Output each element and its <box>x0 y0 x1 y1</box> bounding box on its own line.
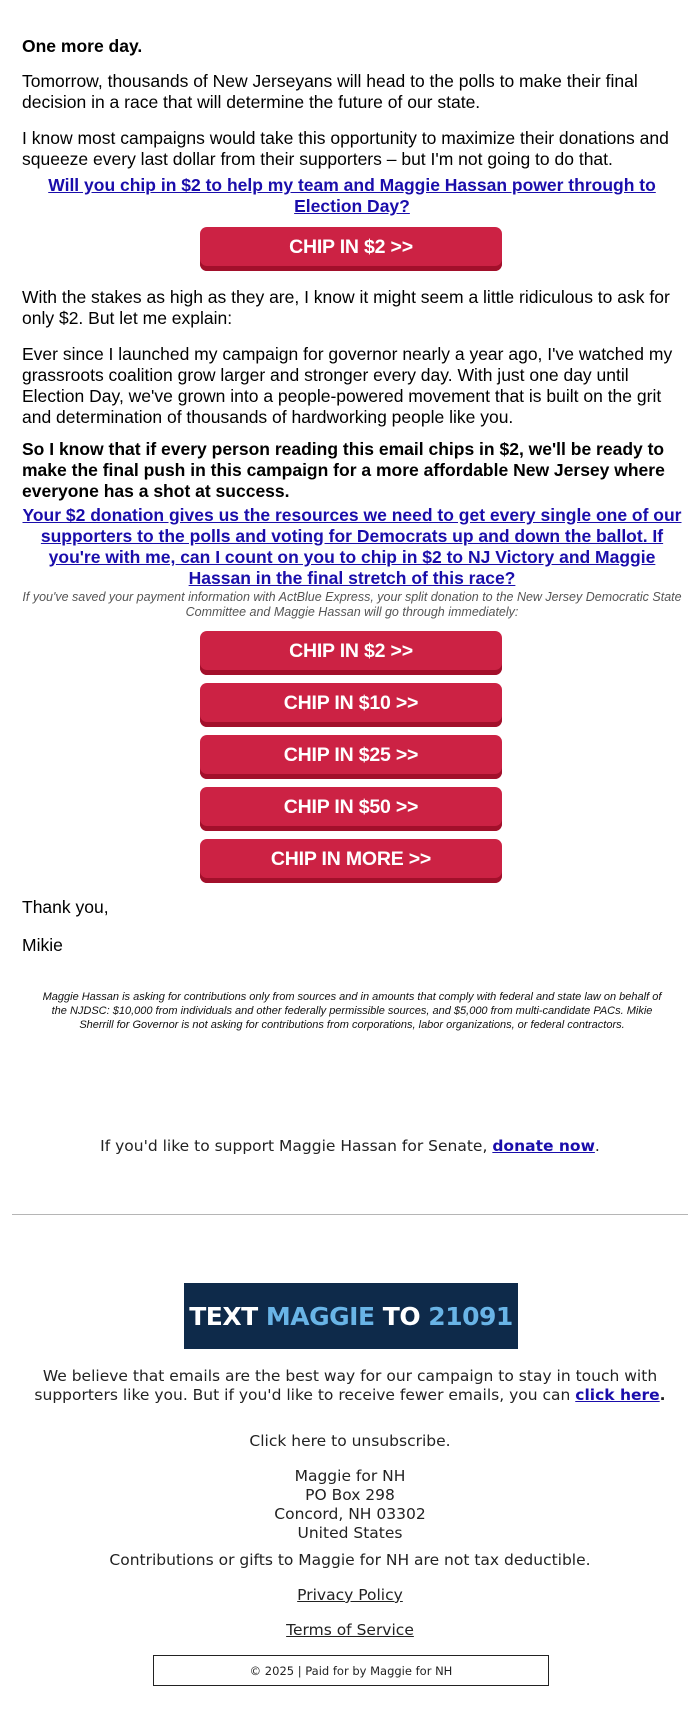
legal-disclaimer: Maggie Hassan is asking for contributions only from sources and in amounts that comply with federal and state law on behalf of the NJDSC: $10,000 from individuals and other federally permissible sources, and $5,000 from multi-candidate PACs. Mikie Sherrill for Governor is not asking for contributions from corporations, labor organizations, or federal contractors. <box>42 991 662 1031</box>
text-maggie-banner[interactable] <box>184 1283 518 1349</box>
ask-link-1[interactable]: Will you chip in $2 to help my team and Maggie Hassan power through to Election Day? <box>48 175 656 216</box>
mailing-address <box>0 1467 700 1543</box>
ask-link-2[interactable]: Your $2 donation gives us the resources we need to get every single one of our supporters to the polls and voting for Democrats up and down the ballot. If you're with me, can I count on you to chip in $2 to NJ Victory and Maggie Hassan in the final stretch of this race? <box>22 505 682 588</box>
signoff: Thank you, <box>22 897 109 917</box>
chip-in-25-button-label: CHIP IN $25 >> <box>283 743 419 766</box>
ask-link-2-wrap <box>22 505 682 589</box>
paragraph-intro: Tomorrow, thousands of New Jerseyans will head to the polls to make their final decision in a race that will determine the future of our state. <box>22 71 638 112</box>
footer-divider <box>12 1214 688 1215</box>
terms-of-service-link[interactable]: Terms of Service <box>286 1621 414 1639</box>
terms-wrap <box>0 1621 700 1640</box>
support-text: If you'd like to support Maggie Hassan for Senate, <box>100 1137 493 1155</box>
chip-in-10-button[interactable] <box>200 683 502 727</box>
copyright-box <box>153 1655 549 1686</box>
chip-in-2-button-label: CHIP IN $2 >> <box>289 639 413 662</box>
address-line-2: PO Box 298 <box>305 1486 395 1504</box>
signature: Mikie <box>22 935 63 955</box>
chip-in-more-button[interactable] <box>200 839 502 883</box>
paragraph-bold-ask: So I know that if every person reading this email chips in $2, we'll be ready to make the final push in this campaign for a more affordable New Jersey where everyone has a shot at success. <box>22 439 665 501</box>
unsubscribe-link[interactable]: Click here to unsubscribe. <box>249 1432 451 1450</box>
donate-now-link[interactable]: donate now <box>492 1137 595 1155</box>
support-line <box>0 1137 700 1156</box>
chip-in-2-button-top-label: CHIP IN $2 >> <box>289 235 413 258</box>
privacy-policy-link[interactable]: Privacy Policy <box>297 1586 403 1604</box>
fewer-emails-line <box>14 1367 686 1405</box>
chip-in-more-button-label: CHIP IN MORE >> <box>270 847 432 870</box>
chip-in-25-button[interactable] <box>200 735 502 779</box>
fewer-emails-link[interactable]: click here <box>575 1386 660 1404</box>
banner-text: TEXT <box>189 1301 258 1331</box>
paragraph-campaigns: I know most campaigns would take this opportunity to maximize their donations and squeeze every last dollar from their supporters – but I'm not going to do that. <box>22 128 669 169</box>
address-line-3: Concord, NH 03302 <box>274 1505 426 1523</box>
fewer-emails-text: We believe that emails are the best way for our campaign to stay in touch with supporters like you. But if you'd like to receive fewer emails, you can <box>34 1367 658 1404</box>
chip-in-50-button[interactable] <box>200 787 502 831</box>
support-end: . <box>594 1137 600 1155</box>
tax-note: Contributions or gifts to Maggie for NH are not tax deductible. <box>109 1551 591 1569</box>
address-line-4: United States <box>297 1524 403 1542</box>
greeting: One more day. <box>22 36 143 56</box>
banner-number: 21091 <box>428 1301 513 1331</box>
address-line-1: Maggie for NH <box>294 1467 406 1485</box>
paragraph-stakes: With the stakes as high as they are, I know it might seem a little ridiculous to ask for only $2. But let me explain: <box>22 287 670 328</box>
ask-link-1-wrap <box>22 175 682 217</box>
chip-in-2-button-top[interactable] <box>200 227 502 271</box>
banner-to: TO <box>382 1301 421 1331</box>
actblue-express-note: If you've saved your payment information with ActBlue Express, your split donation to the New Jersey Democratic State Committee and Maggie Hassan will go through immediately: <box>22 590 682 619</box>
banner-keyword: MAGGIE <box>265 1301 375 1331</box>
paragraph-coalition: Ever since I launched my campaign for governor nearly a year ago, I've watched my grassroots coalition grow larger and stronger every day. With just one day until Election Day, we've grown into a people-powered movement that is built on the grit and determination of thousands of hardworking people like you. <box>22 344 673 427</box>
copyright-text: © 2025 | Paid for by Maggie for NH <box>249 1663 453 1678</box>
privacy-policy-wrap <box>0 1586 700 1605</box>
chip-in-10-button-label: CHIP IN $10 >> <box>283 691 419 714</box>
chip-in-2-button[interactable] <box>200 631 502 675</box>
chip-in-50-button-label: CHIP IN $50 >> <box>283 795 419 818</box>
fewer-emails-end: . <box>659 1386 666 1404</box>
